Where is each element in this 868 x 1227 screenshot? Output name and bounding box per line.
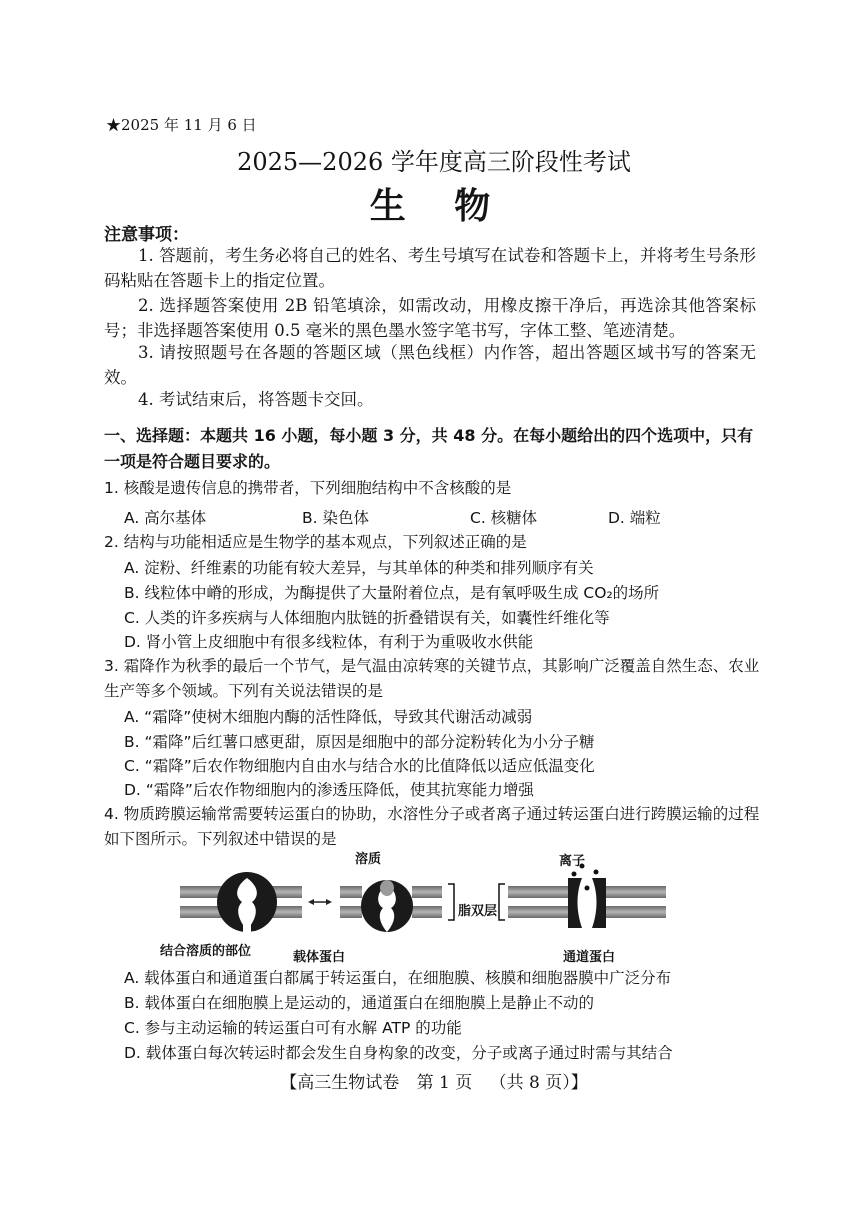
label-ion: 离子: [559, 854, 586, 869]
question-4-option-c: C. 参与主动运输的转运蛋白可有水解 ATP 的功能: [124, 1019, 462, 1037]
question-3-stem: 3. 霜降作为秋季的最后一个节气，是气温由凉转寒的关键节点，其影响广泛覆盖自然生态、农业生产等多个领域。下列有关说法错误的是: [104, 657, 760, 700]
notes-heading: 注意事项：: [104, 225, 189, 245]
footer-total-pages: （共 8 页）】: [489, 1073, 588, 1093]
question-3-option-c: C. “霜降”后农作物细胞内自由水与结合水的比值降低以适应低温变化: [124, 757, 595, 775]
label-channel-protein: 通道蛋白: [563, 950, 616, 965]
question-4-option-d: D. 载体蛋白每次转运时都会发生自身构象的改变，分子或离子通过时需与其结合: [124, 1044, 673, 1062]
carrier-protein-open-shape: [217, 872, 277, 932]
note-item-3: 3. 请按照题号在各题的答题区域（黑色线框）内作答，超出答题区域书写的答案无效。: [104, 343, 756, 387]
equilibrium-arrow-icon: [308, 899, 332, 905]
bilayer-bracket: [448, 884, 454, 920]
question-2-option-c: C. 人类的许多疾病与人体细胞内肽链的折叠错误有关，如囊性纤维化等: [124, 609, 610, 627]
page-footer: [0, 1068, 868, 1093]
label-binding-site: 结合溶质的部位: [160, 944, 252, 959]
membrane-bilayer-right: [508, 886, 666, 918]
question-2-option-b: B. 线粒体中嵴的形成，为酶提供了大量附着位点，是有氧呼吸生成 CO₂的场所: [124, 584, 660, 602]
exam-date: ★2025 年 11 月 6 日: [106, 116, 257, 134]
label-lipid-bilayer: 脂双层: [458, 904, 498, 919]
note-item-4: 4. 考试结束后，将答题卡交回。: [138, 390, 374, 409]
question-1-option-c: C. 核糖体: [470, 509, 538, 527]
section-heading: 一、选择题：本题共 16 小题，每小题 3 分，共 48 分。在每小题给出的四个选项中，只有一项是符合题目要求的。: [104, 426, 754, 471]
footer-course: 【高三生物试卷: [280, 1073, 400, 1093]
question-3-option-d: D. “霜降”后农作物细胞内的渗透压降低，使其抗寒能力增强: [124, 781, 534, 799]
question-3-option-a: A. “霜降”使树木细胞内酶的活性降低，导致其代谢活动减弱: [124, 708, 533, 726]
question-2-option-a: A. 淀粉、纤维素的功能有较大差异，与其单体的种类和排列顺序有关: [124, 559, 594, 577]
note-item-1: 1. 答题前，考生务必将自己的姓名、考生号填写在试卷和答题卡上，并将考生号条形码粘贴在答题卡上的指定位置。: [104, 246, 756, 290]
bilayer-bracket-right: [499, 884, 505, 920]
note-item-2: 2. 选择题答案使用 2B 铅笔填涂，如需改动，用橡皮擦干净后，再选涂其他答案标号；非选择题答案使用 0.5 毫米的黑色墨水签字笔书写，字体工整、笔迹清楚。: [104, 296, 756, 340]
question-1-option-a: A. 高尔基体: [124, 509, 207, 527]
question-1-option-b: B. 染色体: [302, 509, 369, 527]
label-solute: 溶质: [355, 852, 382, 867]
exam-subject: 生 物: [369, 185, 509, 227]
carrier-protein-bound-shape: [361, 880, 413, 932]
question-3-option-b: B. “霜降”后红薯口感更甜，原因是细胞中的部分淀粉转化为小分子糖: [124, 733, 595, 751]
question-4-stem: 4. 物质跨膜运输常需要转运蛋白的协助，水溶性分子或者离子通过转运蛋白进行跨膜运输的过程如下图所示。下列叙述中错误的是: [104, 805, 760, 848]
solute-molecule: [380, 880, 394, 896]
exam-title: 2025—2026 学年度高三阶段性考试: [237, 148, 631, 176]
question-1-option-d: D. 端粒: [608, 509, 661, 527]
question-4-option-a: A. 载体蛋白和通道蛋白都属于转运蛋白，在细胞膜、核膜和细胞器膜中广泛分布: [124, 969, 672, 987]
question-2-option-d: D. 肾小管上皮细胞中有很多线粒体，有利于为重吸收水供能: [124, 633, 534, 651]
label-carrier-protein: 载体蛋白: [293, 950, 346, 965]
question-4-option-b: B. 载体蛋白在细胞膜上是运动的，通道蛋白在细胞膜上是静止不动的: [124, 994, 594, 1012]
footer-page-number: 第 1 页: [416, 1073, 473, 1093]
question-1-stem: 1. 核酸是遗传信息的携带者，下列细胞结构中不含核酸的是: [104, 479, 512, 497]
question-2-stem: 2. 结构与功能相适应是生物学的基本观点，下列叙述正确的是: [104, 533, 527, 551]
